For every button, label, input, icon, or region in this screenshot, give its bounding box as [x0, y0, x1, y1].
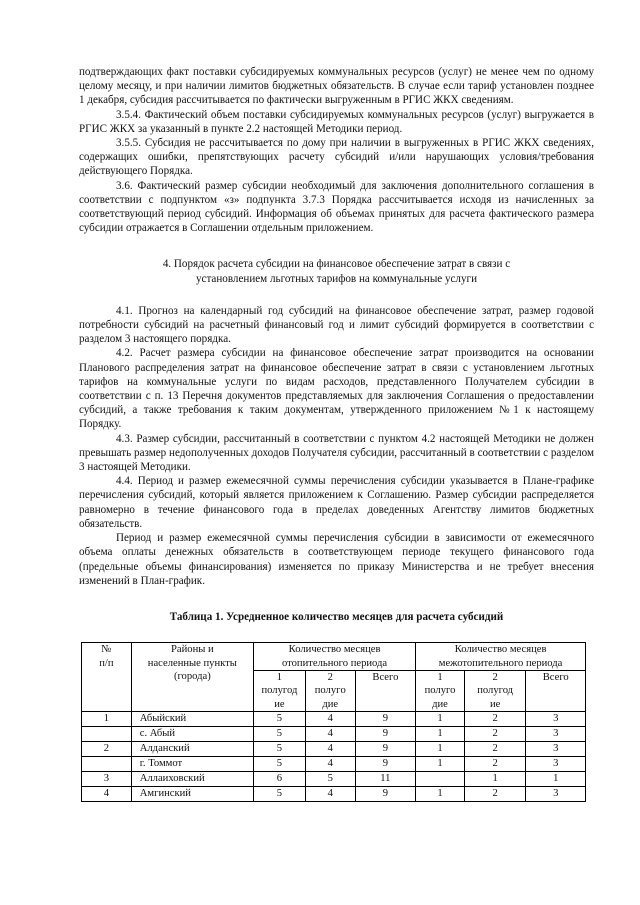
- header-district: [131, 643, 253, 712]
- cell-interheating-half2: 2: [464, 727, 526, 742]
- header-text: Районы и: [171, 644, 214, 656]
- cell-district: Абыйский: [131, 712, 253, 727]
- cell-interheating-half2: 1: [464, 772, 526, 787]
- cell-heating-total: 9: [355, 727, 416, 742]
- header-text: 1: [437, 671, 443, 683]
- header-text: 2: [327, 671, 333, 683]
- cell-district: г. Томмот: [131, 757, 253, 772]
- table-row: [82, 742, 586, 757]
- cell-heating-half1: 5: [253, 742, 305, 757]
- header-text: полугo: [314, 685, 346, 697]
- cell-interheating-half2: 2: [464, 757, 526, 772]
- cell-interheating-total: 3: [526, 757, 586, 772]
- header-text: Количество месяцев: [288, 644, 381, 656]
- header-text: населенные пункты: [147, 657, 237, 669]
- paragraph-3-6: 3.6. Фактический размер субсидии необходимый для заключения дополнительного соглашения в соответствии с подпунктом «з» подпункта 3.7.3 Порядка рассчитывается исходя из начисленных за соответствующий период субсидий. Информация об объемах принятых для расчета фактического размера субсидии отражается в Соглашении отдельным приложением.: [79, 179, 594, 235]
- cell-heating-total: 9: [355, 757, 416, 772]
- cell-interheating-half2: 2: [464, 742, 526, 757]
- cell-interheating-half1: 1: [416, 757, 465, 772]
- cell-heating-half1: 5: [253, 727, 305, 742]
- cell-heating-half2: 4: [305, 712, 355, 727]
- cell-heating-half2: 5: [305, 772, 355, 787]
- table-row: [82, 727, 586, 742]
- cell-interheating-total: 3: [526, 787, 586, 802]
- cell-heating-half2: 4: [305, 787, 355, 802]
- header-text: дие: [322, 698, 339, 710]
- paragraph-3-5-4: 3.5.4. Фактический объем поставки субсидируемых коммунальных ресурсов (услуг) выгружается в РГИС ЖКХ за указанный в пункте 2.2 настоящей Методики период.: [79, 108, 594, 135]
- header-text: Количество месяцев: [454, 644, 547, 656]
- cell-district: Аллаиховский: [131, 772, 253, 787]
- cell-heating-total: 11: [355, 772, 416, 787]
- cell-number: 4: [82, 787, 132, 802]
- header-text: межотопительного периода: [438, 657, 563, 669]
- cell-number: [82, 727, 132, 742]
- table-row: [82, 757, 586, 772]
- cell-interheating-half2: 2: [464, 787, 526, 802]
- header-text: п/п: [99, 657, 114, 669]
- header-text: ие: [274, 698, 285, 710]
- header-heating-half2: [305, 670, 355, 711]
- cell-district: Амгинский: [131, 787, 253, 802]
- cell-heating-half1: 6: [253, 772, 305, 787]
- header-text: ие: [489, 698, 501, 710]
- cell-number: 1: [82, 712, 132, 727]
- cell-district: с. Абый: [131, 727, 253, 742]
- header-heating-half1: [253, 670, 305, 711]
- paragraph-period: Период и размер ежемесячной суммы перечисления субсидии в зависимости от ежемесячного объема оплаты денежных обязательств в соответствующем периоде текущего финансового года (предельные объемы финансирования) изменяется по приказу Министерства и не требует внесения изменений в План-график.: [79, 532, 594, 587]
- header-text: отопительного периода: [281, 657, 388, 669]
- document-page: [79, 65, 594, 802]
- header-text: полугод: [477, 685, 514, 697]
- table-header-row: [82, 643, 586, 671]
- header-text: полуго: [424, 685, 456, 697]
- table-title: Таблица 1. Усредненное количество месяцев для расчета субсидий: [169, 610, 504, 623]
- cell-interheating-half1: [416, 772, 465, 787]
- cell-interheating-half2: 2: [464, 712, 526, 727]
- paragraph-4-4: 4.4. Период и размер ежемесячной суммы перечисления субсидии указывается в Плане-графике перечисления субсидий, который является приложением к Соглашению. Размер субсидии распределяется равномерно в течение финансового года в пределах доведенных Агентству лимитов бюджетных обязательств.: [79, 475, 594, 530]
- paragraph-4-2: 4.2. Расчет размера субсидии на финансовое обеспечение затрат производится на основании Планового распределения затрат на финансовое обеспечение затрат в связи с установлением льготных тарифов на коммунальные услуги по видам расходов, представленного Получателем субсидии в соответствии с п. 13 Перечня документов представляемых для заключения Соглашения о предоставлении субсидий, а также требования к таким документам, утвержденного приложением №1 к настоящему Порядку.: [79, 347, 594, 431]
- cell-heating-half2: 4: [305, 742, 355, 757]
- paragraph: подтверждающих факт поставки субсидируемых коммунальных ресурсов (услуг) не менее чем по одному целому месяцу, и при наличии лимитов бюджетных обязательств. В случае если тариф установлен позднее 1 декабря, субсидия рассчитывается по фактически выгруженным в РГИС ЖКХ сведениям.: [79, 66, 594, 107]
- section-heading-line: 4. Порядок расчета субсидии на финансовое обеспечение затрат в связи с: [162, 258, 511, 271]
- header-interheating-total: Всего: [526, 670, 586, 711]
- cell-interheating-total: 1: [526, 772, 586, 787]
- header-heating-total: Всего: [355, 670, 416, 711]
- header-interheating-half2: [464, 670, 526, 711]
- paragraph-4-1: 4.1. Прогноз на календарный год субсидий на финансовое обеспечение затрат, размер годовой потребности субсидий на расчетный финансовый год и лимит субсидий формируется в соответствии с разделом 3 настоящего порядка.: [79, 304, 594, 346]
- header-text: дие: [432, 698, 448, 710]
- cell-heating-half2: 4: [305, 757, 355, 772]
- header-text: (города): [173, 670, 211, 682]
- table-row: [82, 712, 586, 727]
- cell-number: 3: [82, 772, 132, 787]
- table-row: [82, 787, 586, 802]
- header-number: [82, 643, 132, 712]
- header-heating-period: [253, 643, 415, 671]
- cell-number: [82, 757, 132, 772]
- paragraph-3-5-5: 3.5.5. Субсидия не рассчитывается по дому при наличии в выгруженных в РГИС ЖКХ сведениях, содержащих ошибки, препятствующих расчету субсидий и/или нарушающих условия/требования действующего Порядка.: [79, 137, 594, 178]
- section-heading-line: установлением льготных тарифов на коммунальные услуги: [195, 272, 478, 285]
- months-table: [81, 642, 586, 802]
- cell-district: Алданский: [131, 742, 253, 757]
- header-text: 1: [276, 671, 283, 683]
- header-text: №: [101, 644, 112, 656]
- paragraph-4-3: 4.3. Размер субсидии, рассчитанный в соответствии с пунктом 4.2 настоящей Методики не должен превышать размер недополученных доходов Получателя субсидии, рассчитанный в соответствии с разделом 3 настоящей Методики.: [79, 432, 594, 474]
- cell-heating-half1: 5: [253, 787, 305, 802]
- cell-heating-total: 9: [355, 742, 416, 757]
- header-text: 2: [492, 671, 498, 683]
- cell-interheating-half1: 1: [416, 742, 465, 757]
- table-row: [82, 772, 586, 787]
- cell-interheating-total: 3: [526, 712, 586, 727]
- header-interheating-half1: [416, 670, 465, 711]
- header-text: полугод: [261, 685, 298, 697]
- cell-interheating-half1: 1: [416, 787, 465, 802]
- cell-heating-half1: 5: [253, 712, 305, 727]
- cell-heating-half1: 5: [253, 757, 305, 772]
- cell-heating-total: 9: [355, 712, 416, 727]
- header-interheating-period: [416, 643, 586, 671]
- section-heading: [79, 257, 594, 285]
- cell-interheating-half1: 1: [416, 727, 465, 742]
- cell-interheating-total: 3: [526, 742, 586, 757]
- cell-number: 2: [82, 742, 132, 757]
- cell-heating-total: 9: [355, 787, 416, 802]
- cell-heating-half2: 4: [305, 727, 355, 742]
- cell-interheating-total: 3: [526, 727, 586, 742]
- cell-interheating-half1: 1: [416, 712, 465, 727]
